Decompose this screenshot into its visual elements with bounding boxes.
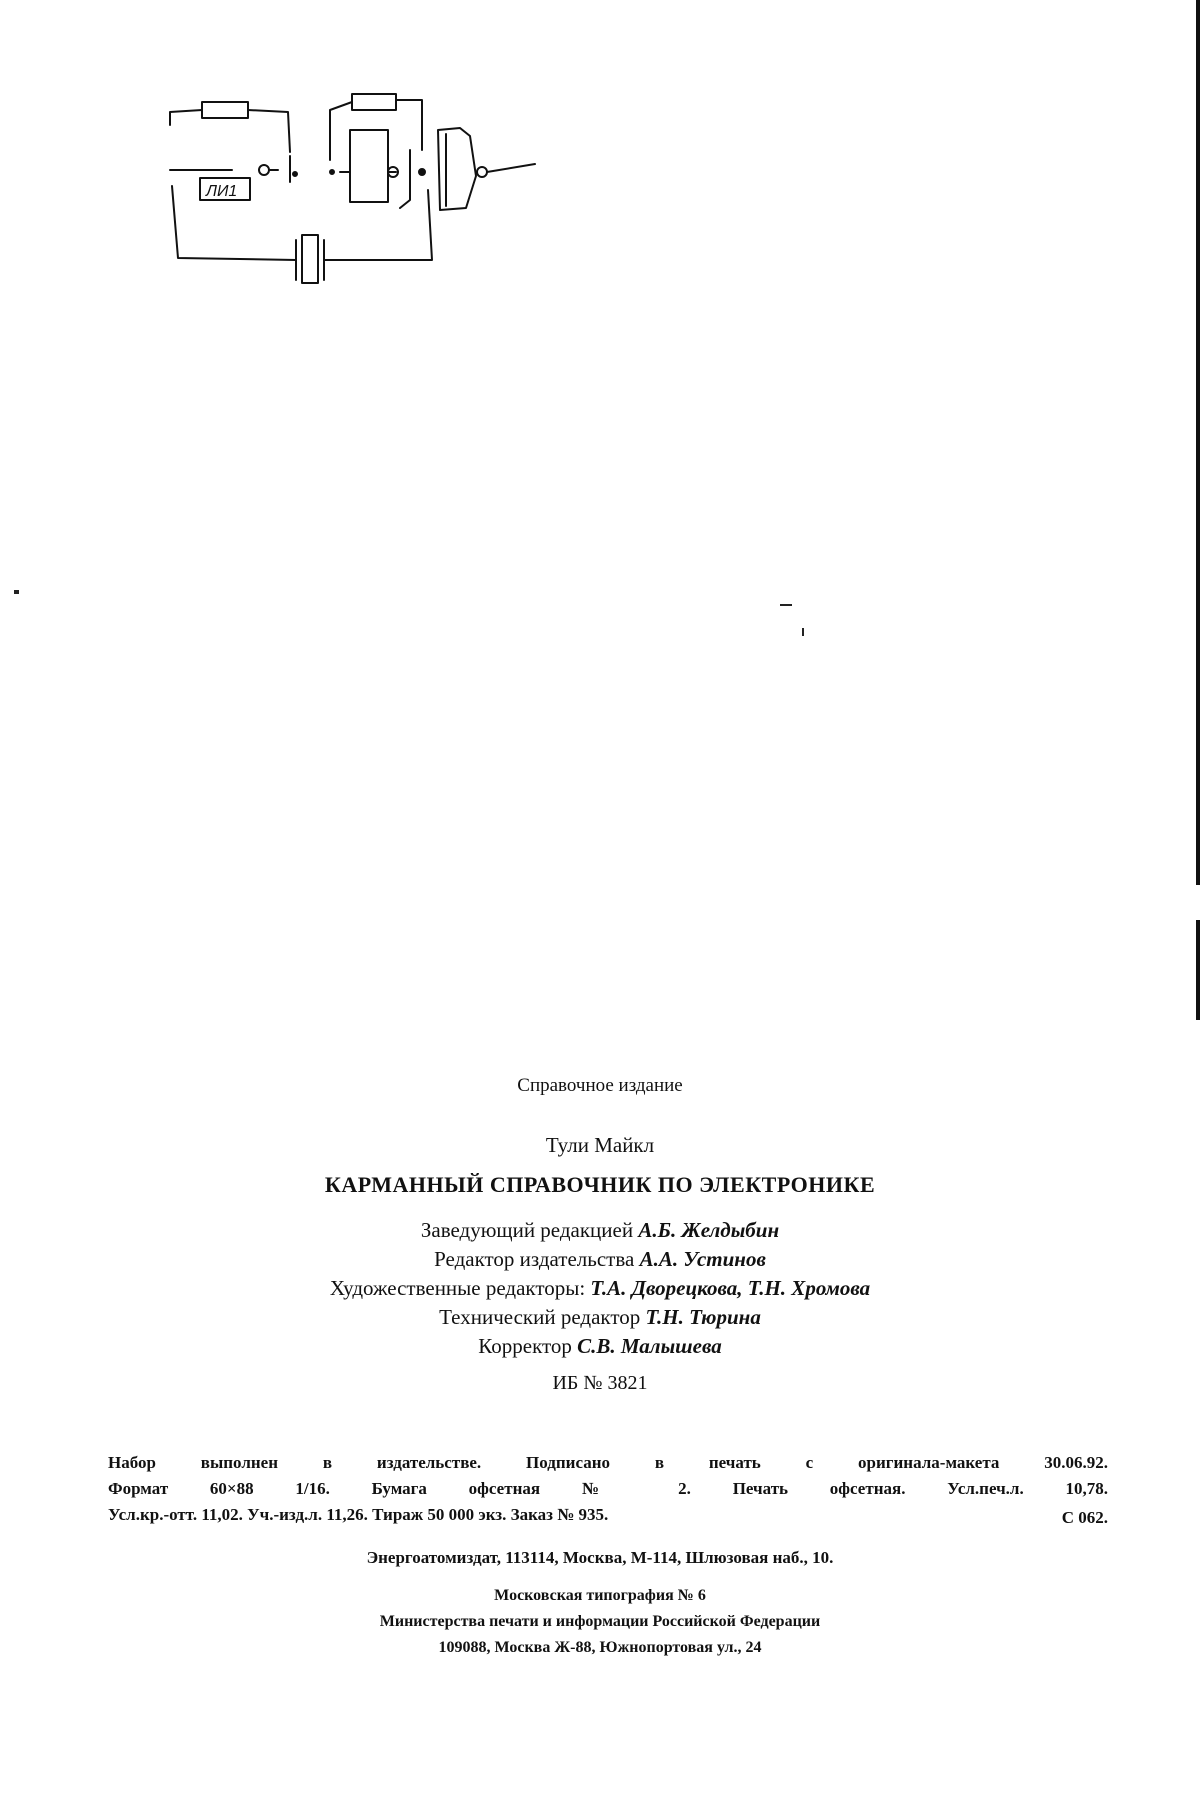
resistor-1 [202,102,248,118]
printer-line: Министерства печати и информации Российской Федерации [379,1613,821,1630]
staff-line [100,1245,1100,1274]
scan-edge-mark [1196,920,1200,1020]
component-label: ЛИ1 [206,183,238,200]
staff-line [100,1303,1100,1332]
publication-code: С 062. [1061,1508,1108,1527]
wire-bottom-right [324,190,432,260]
circuit-sketch [160,90,550,310]
publication-details [108,1450,1108,1528]
ib-number: ИБ № 3821 [552,1372,648,1394]
staff-role: Корректор [478,1334,572,1358]
publisher-address: Энергоатомиздат, 113114, Москва, М-114, Шлюзовая наб., 10. [366,1548,834,1567]
wire-mid-1 [269,156,290,182]
resistor-2 [352,94,396,110]
scan-speck [14,590,19,594]
inverter-bubble-1 [259,165,269,175]
printer-line: Московская типография № 6 [494,1587,706,1604]
scan-edge-mark [1196,0,1200,885]
staff-line [100,1332,1100,1361]
publication-line: Усл.кр.-отт. 11,02. Уч.-изд.л. 11,26. Тираж 50 000 экз. Заказ № 935. [108,1505,609,1524]
junction-1 [293,172,297,176]
staff-line [100,1274,1100,1303]
staff-role: Заведующий редакцией [420,1218,634,1242]
junction-2 [330,170,334,174]
output-buffer [438,128,476,210]
staff-name: А.Б. Желдыбин [638,1218,780,1242]
staff-role: Редактор издательства [434,1247,635,1271]
inverter-bubble-3 [477,167,487,177]
staff-name: Т.Н. Тюрина [645,1305,761,1329]
printer-line: 109088, Москва Ж-88, Южнопортовая ул., 24 [438,1639,762,1656]
scan-speck [802,628,804,636]
printer-info [100,1583,1100,1661]
junction-3 [419,169,425,175]
wire-top-left [170,110,290,152]
staff-name: Т.А. Дворецкова, Т.Н. Хромова [590,1276,871,1300]
staff-line [100,1216,1100,1245]
staff-role: Художественные редакторы: [329,1276,586,1300]
publication-line: Набор выполнен в издательстве. Подписано в печать с оригинала-макета 30.06.92. [108,1453,1108,1472]
scan-speck [780,604,792,606]
crystal [296,240,324,280]
edition-type: Справочное издание [517,1075,683,1096]
book-title: КАРМАННЫЙ СПРАВОЧНИК ПО ЭЛЕКТРОНИКЕ [324,1172,876,1197]
crystal-body [302,235,318,283]
gate-2 [350,130,388,202]
publication-line: Формат 60×88 1/16. Бумага офсетная № 2. Печать офсетная. Усл.печ.л. 10,78. [108,1479,1108,1498]
wire-output [487,164,535,172]
editorial-staff [100,1216,1100,1361]
staff-role: Технический редактор [439,1305,641,1329]
staff-name: С.В. Малышева [577,1334,722,1358]
author-name: Тули Майкл [545,1133,655,1157]
staff-name: А.А. Устинов [639,1247,766,1271]
